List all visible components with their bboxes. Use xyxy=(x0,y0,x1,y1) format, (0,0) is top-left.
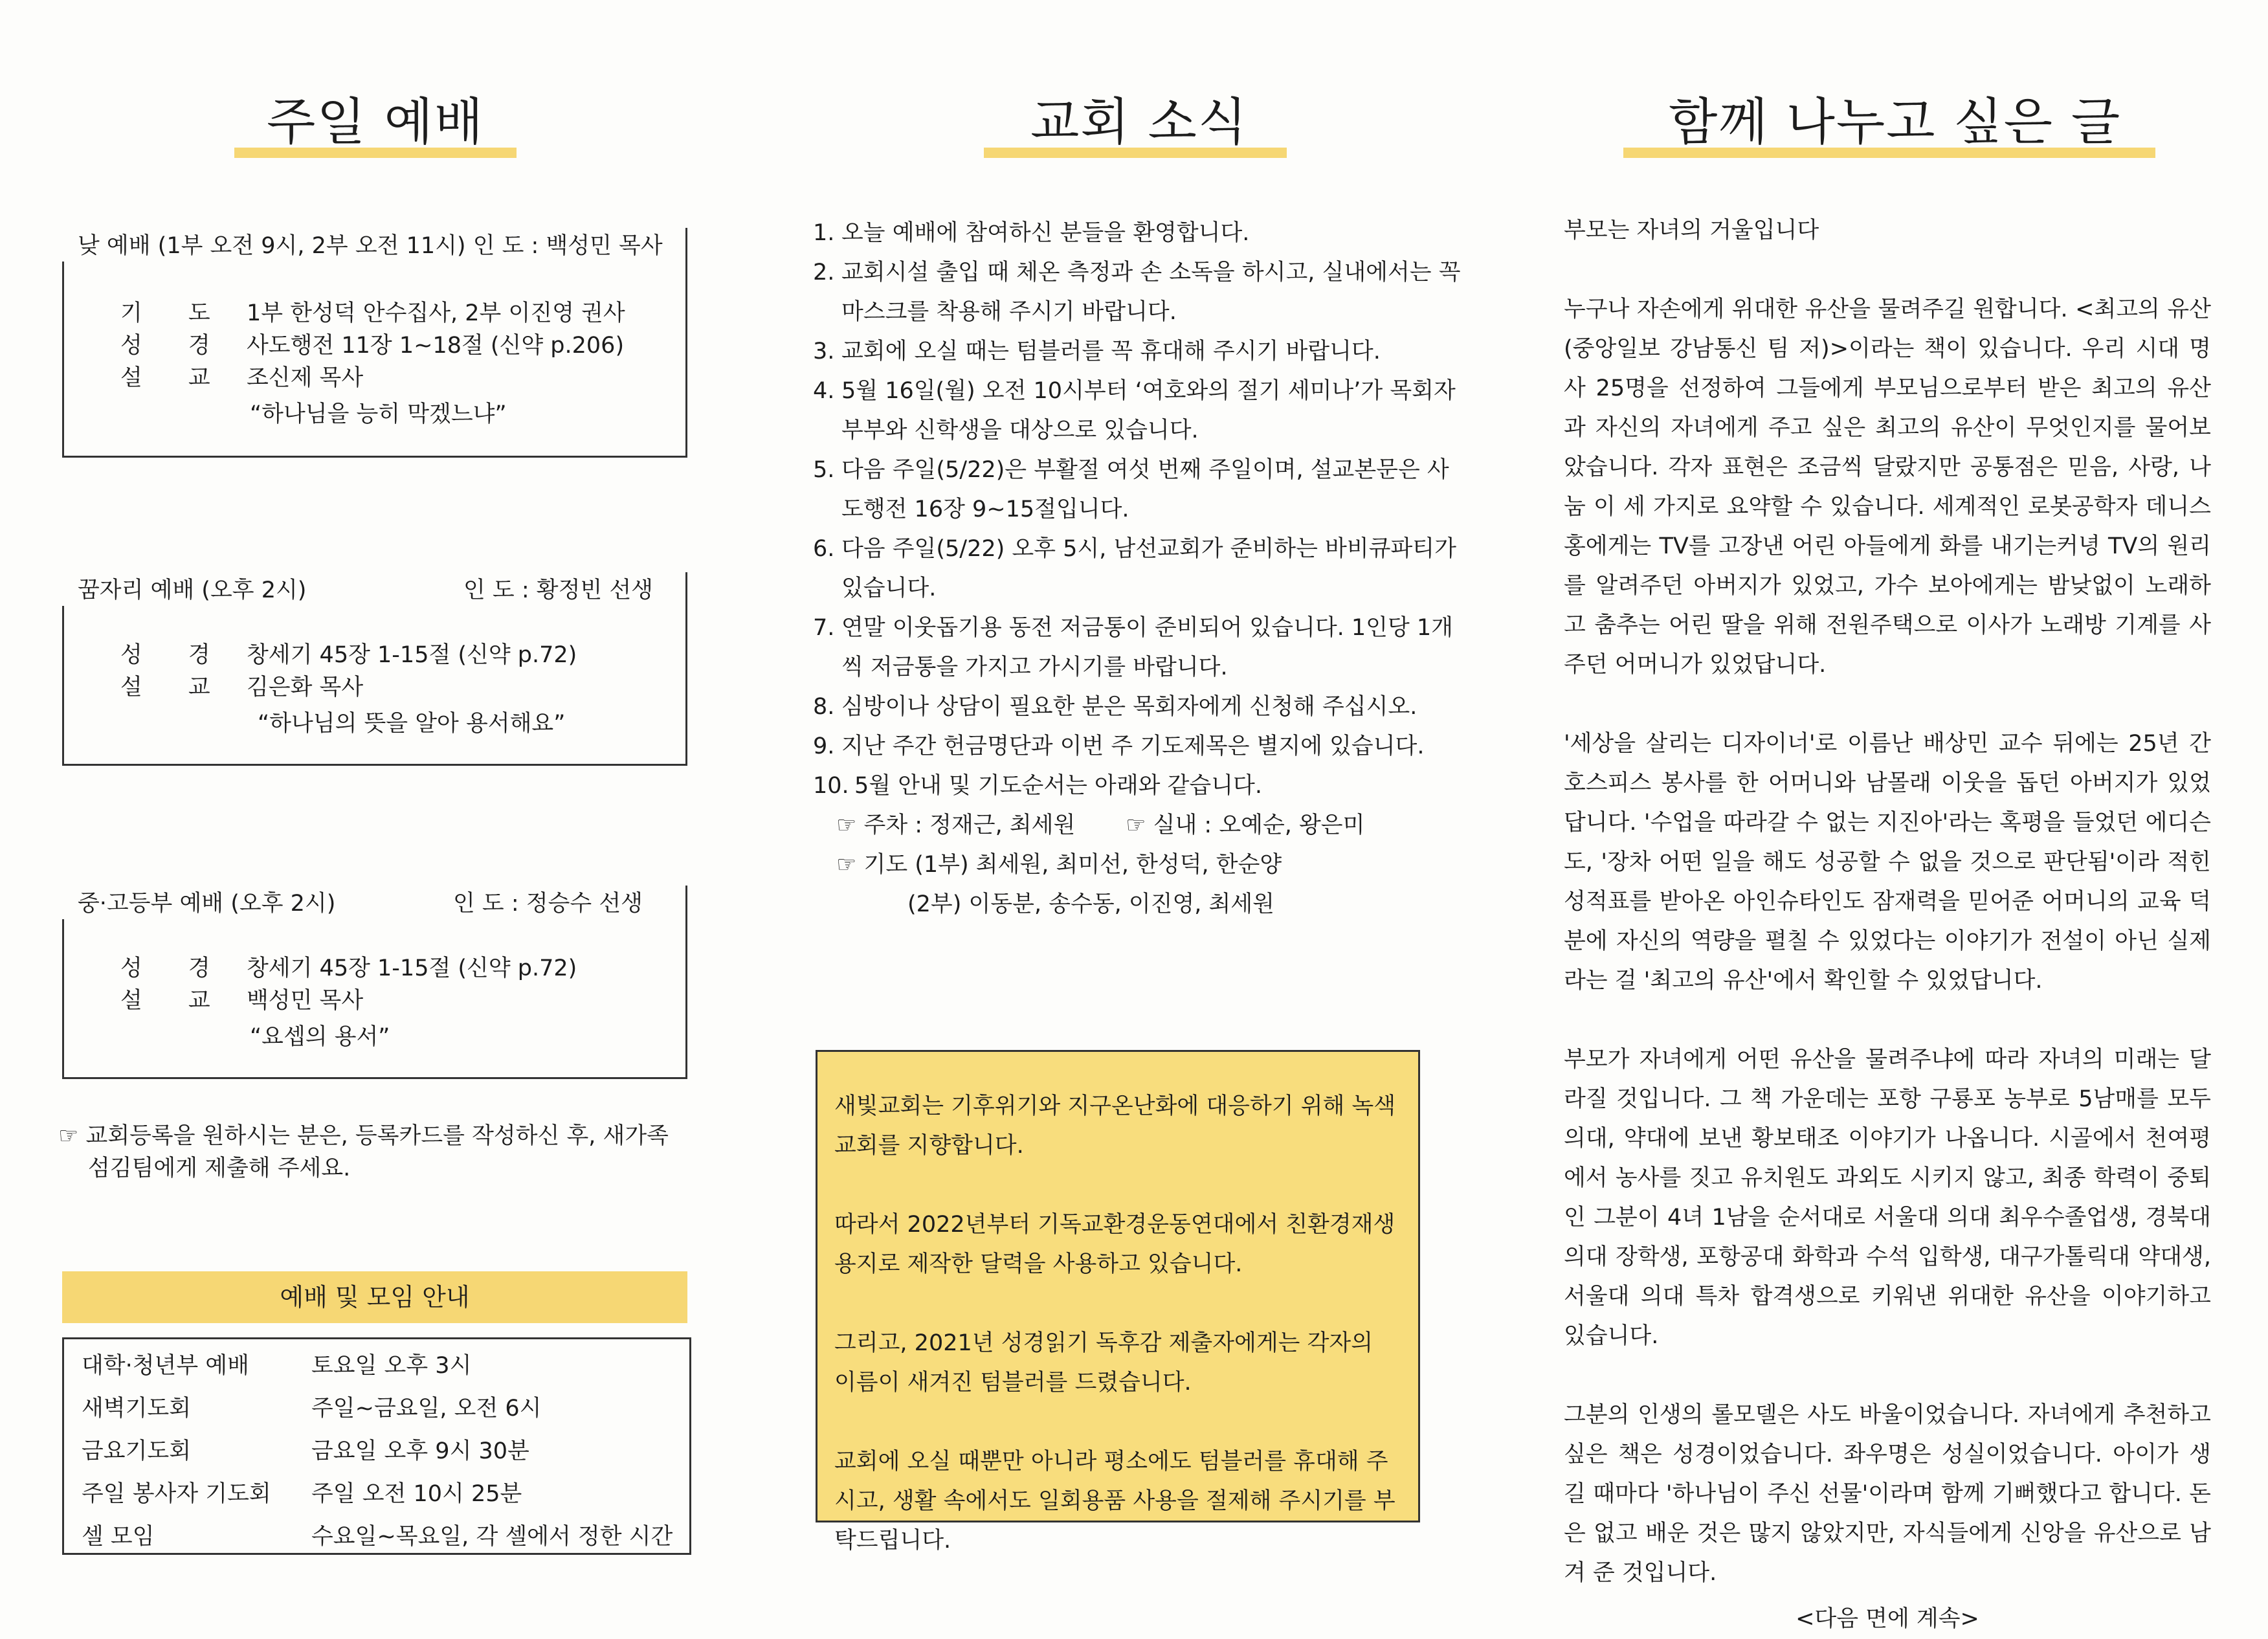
news-item: 7. 연말 이웃돕기용 동전 저금통이 준비되어 있습니다. 1인당 1개씩 저금통을 가지고 가시기를 바랍니다. xyxy=(813,615,1453,680)
sermon-title: “하나님의 뜻을 알아 용서해요” xyxy=(258,711,566,737)
essay-title: 부모는 자녀의 거울입니다 xyxy=(1564,217,1819,243)
essay-paragraph: '세상을 살리는 디자이너'로 이름난 배상민 교수 뒤에는 25년 간 호스피스 봉사를 한 어머니와 남몰래 이웃을 돕던 아버지가 있었답니다. '수업을 따라갈 수 없는 지진아'라는 혹평을 들었던 에디슨도, '장차 어떤 일을 해도 성공할 수 없을 것으로 판단됨'이라 적힌 성적표를 받아온 아인슈타인도 잠재력을 믿어준 어머니의 교육 덕분에 자신의 역량을 펼칠 수 있었다는 이야기가 전설이 아닌 실제라는 걸 '최고의 유산'에서 확인할 수 있었답니다. xyxy=(1564,731,2211,994)
guide-row: 새벽기도회 주일~금요일, 오전 6시 xyxy=(82,1396,542,1422)
box-edge xyxy=(685,228,687,262)
service-row-scripture: 성 경 창세기 45장 1-15절 (신약 p.72) xyxy=(120,642,577,668)
sermon-title: “하나님을 능히 막겠느냐” xyxy=(250,401,507,427)
notice-paragraph: 새빛교회는 기후위기와 지구온난화에 대응하기 위해 녹색교회를 지향합니다. xyxy=(834,1093,1396,1159)
essay xyxy=(1564,211,2211,1639)
service-row-prayer: 기 도 1부 한성덕 안수집사, 2부 이진영 권사 xyxy=(120,300,625,326)
box-edge xyxy=(685,572,687,606)
service-title-day: 낮 예배 (1부 오전 9시, 2부 오전 11시) 인 도 : 백성민 목사 xyxy=(78,233,663,259)
guide-row: 대학·청년부 예배 토요일 오후 3시 xyxy=(82,1353,472,1379)
service-leader-youth: 인 도 : 정승수 선생 xyxy=(453,891,643,917)
duty-prayer-2: (2부) 이동분, 송수동, 이진영, 최세원 xyxy=(907,891,1274,917)
box-edge xyxy=(685,886,687,919)
service-row-sermon: 설 교 김은화 목사 xyxy=(120,675,364,700)
service-row-scripture: 성 경 창세기 45장 1-15절 (신약 p.72) xyxy=(120,955,577,981)
service-row-scripture: 성 경 사도행전 11장 1~18절 (신약 p.206) xyxy=(120,333,625,359)
notice-paragraph: 따라서 2022년부터 기독교환경운동연대에서 친환경재생용지로 제작한 달력을 사용하고 있습니다. xyxy=(834,1212,1395,1277)
news-item: 9. 지난 주간 헌금명단과 이번 주 기도제목은 별지에 있습니다. xyxy=(813,733,1425,759)
registration-note: ☞ 교회등록을 원하시는 분은, 등록카드를 작성하신 후, 새가족 xyxy=(58,1123,669,1149)
guide-row: 금요기도회 금요일 오후 9시 30분 xyxy=(82,1438,529,1464)
notice-paragraph: 그리고, 2021년 성경읽기 독후감 제출자에게는 각자의 이름이 새겨진 텀블러를 드렸습니다. xyxy=(834,1330,1373,1396)
essay-paragraph: 부모가 자녀에게 어떤 유산을 물려주냐에 따라 자녀의 미래는 달라질 것입니다. 그 책 가운데는 포항 구룡포 농부로 5남매를 모두 의대, 약대에 보낸 황보태조 이야기가 나옵니다. 시골에서 천여평에서 농사를 짓고 유치원도 과외도 시키지 않고, 최종 학력이 중퇴인 그분이 4녀 1남을 순서대로 서울대 의대 최우수졸업생, 경북대 의대 장학생, 포항공대 화학과 수석 입학생, 대구가톨릭대 약대생, 서울대 의대 특차 합격생으로 키워낸 위대한 유산을 이야기하고 있습니다. xyxy=(1564,1047,2211,1349)
service-title-youth: 중·고등부 예배 (오후 2시) xyxy=(78,891,336,917)
news-item: 2. 교회시설 출입 때 체온 측정과 손 소독을 하시고, 실내에서는 꼭 마스크를 착용해 주시기 바랍니다. xyxy=(813,260,1461,325)
notice-paragraph: 교회에 오실 때뿐만 아니라 평소에도 텀블러를 휴대해 주시고, 생활 속에서도 일회용품 사용을 절제해 주시기를 부탁드립니다. xyxy=(834,1449,1395,1554)
news-item: 10. 5월 안내 및 기도순서는 아래와 같습니다. xyxy=(813,773,1262,799)
news-item: 6. 다음 주일(5/22) 오후 5시, 남선교회가 준비하는 바비큐파티가 있습니다. xyxy=(813,536,1456,601)
section-heading-sunday-worship: 주일 예배 xyxy=(267,93,485,151)
service-row-sermon: 설 교 조신제 목사 xyxy=(120,365,364,391)
section-heading-church-news: 교회 소식 xyxy=(1030,93,1249,151)
duty-prayer-1: ☞ 기도 (1부) 최세원, 최미선, 한성덕, 한순양 xyxy=(836,852,1282,878)
news-item: 3. 교회에 오실 때는 텀블러를 꼭 휴대해 주시기 바랍니다. xyxy=(813,339,1381,364)
news-item: 5. 다음 주일(5/22)은 부활절 여섯 번째 주일이며, 설교본문은 사도행전 16장 9~15절입니다. xyxy=(813,457,1449,522)
registration-note-cont: 섬김팀에게 제출해 주세요. xyxy=(88,1155,351,1181)
news-item: 8. 심방이나 상담이 필요한 분은 목회자에게 신청해 주십시오. xyxy=(813,694,1418,720)
continued-note: <다음 면에 계속> xyxy=(1796,1606,1979,1632)
meeting-guide-header: 예배 및 모임 안내 xyxy=(62,1271,687,1323)
service-leader-kids: 인 도 : 황정빈 선생 xyxy=(463,577,653,603)
news-item: 4. 5월 16일(월) 오전 10시부터 ‘여호와의 절기 세미나’가 목회자 부부와 신학생을 대상으로 있습니다. xyxy=(813,378,1456,443)
green-church-notice xyxy=(816,1050,1420,1554)
guide-row: 주일 봉사자 기도회 주일 오전 10시 25분 xyxy=(82,1481,522,1507)
duty-parking-indoor: ☞ 주차 : 정재근, 최세원 ☞ 실내 : 오예순, 왕은미 xyxy=(836,812,1365,838)
essay-paragraph: 그분의 인생의 롤모델은 사도 바울이었습니다. 자녀에게 추천하고 싶은 책은 성경이었습니다. 좌우명은 성실이었습니다. 아이가 생길 때마다 '하나님이 주신 선물'이라며 함께 기뻐했다고 합니다. 돈은 없고 배운 것은 많지 않았지만, 자식들에게 신앙을 유산으로 남겨 준 것입니다. xyxy=(1564,1402,2211,1586)
guide-row: 셀 모임 수요일~목요일, 각 셀에서 정한 시간 xyxy=(82,1524,673,1550)
sermon-title: “요셉의 용서” xyxy=(250,1024,390,1050)
news-list xyxy=(813,214,1467,924)
service-title-kids: 꿈자리 예배 (오후 2시) xyxy=(78,577,307,603)
section-heading-shared-writing: 함께 나누고 싶은 글 xyxy=(1669,93,2122,151)
news-item: 1. 오늘 예배에 참여하신 분들을 환영합니다. xyxy=(813,220,1250,246)
service-row-sermon: 설 교 백성민 목사 xyxy=(120,988,364,1014)
essay-paragraph: 누구나 자손에게 위대한 유산을 물려주길 원합니다. <최고의 유산(중앙일보 강남통신 팀 저)>이라는 책이 있습니다. 우리 시대 명사 25명을 선정하여 그들에게 부모님으로부터 받은 최고의 유산과 자신의 자녀에게 주고 싶은 최고의 유산이 무엇인지를 물어보았습니다. 각자 표현은 조금씩 달랐지만 공통점은 믿음, 사랑, 나눔 이 세 가지로 요약할 수 있습니다. 세계적인 로봇공학자 데니스 홍에게는 TV를 고장낸 어린 아들에게 화를 내기는커녕 TV의 원리를 알려주던 아버지가 있었고, 가수 보아에게는 밤낮없이 노래하고 춤추는 어린 딸을 위해 전원주택으로 이사가 노래방 기계를 사주던 어머니가 있었답니다. xyxy=(1564,296,2211,678)
